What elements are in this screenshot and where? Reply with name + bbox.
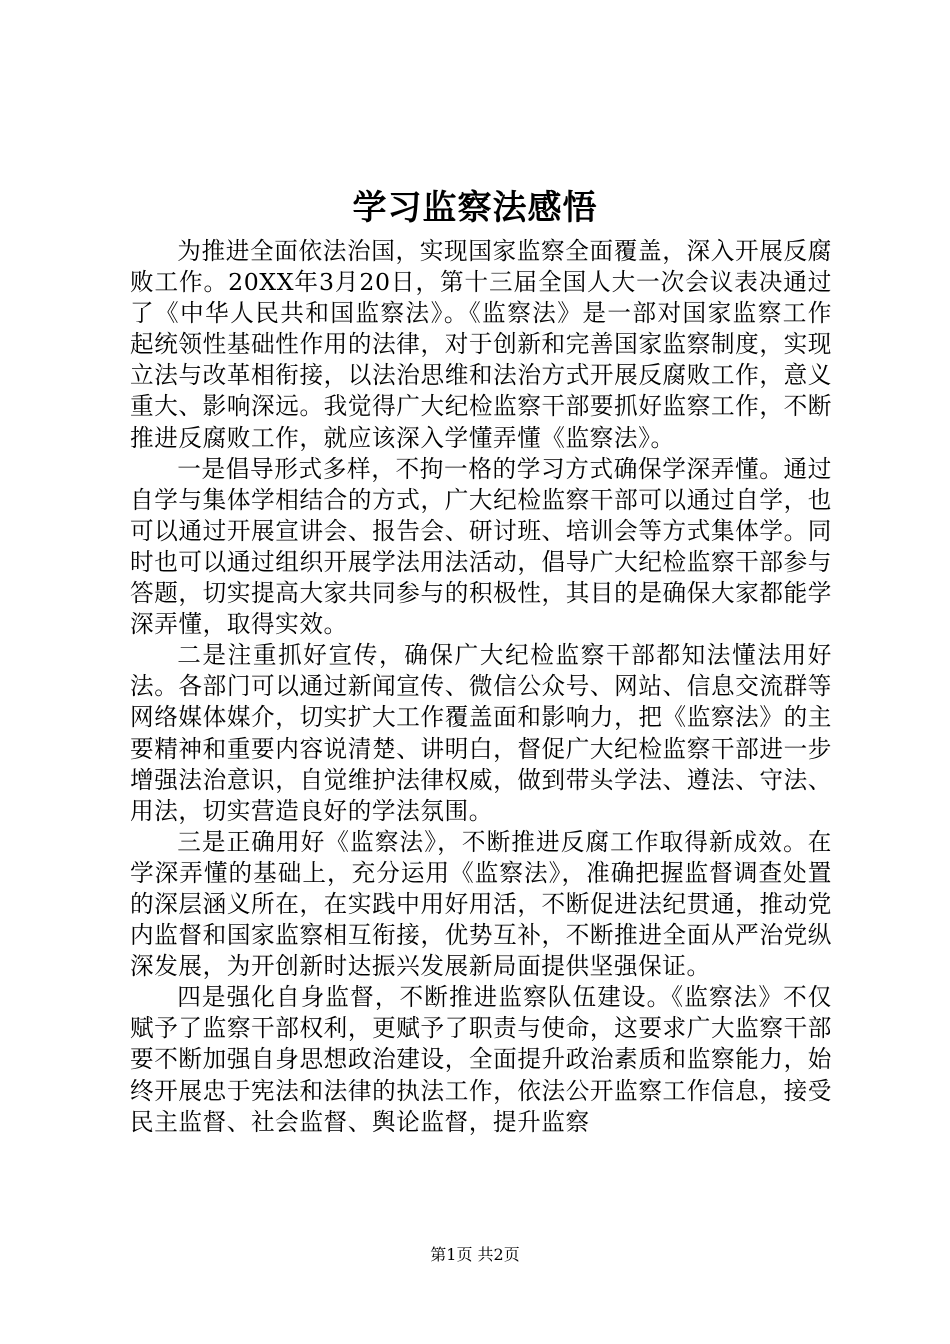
paragraph-intro: 为推进全面依法治国，实现国家监察全面覆盖，深入开展反腐败工作。20XX年3月20日，第十三届全国人大一次会议表决通过了《中华人民共和国监察法》。《监察法》是一部对国家监察工作起统领性基础性作用的法律，对于创新和完善国家监察制度，实现立法与改革相衔接，以法治思维和法治方式开展反腐败工作，意义重大、影响深远。我觉得广大纪检监察干部要抓好监察工作，不断推进反腐败工作，就应该深入学懂弄懂《监察法》。 bbox=[130, 237, 832, 452]
paragraph-point-two: 二是注重抓好宣传，确保广大纪检监察干部都知法懂法用好法。各部门可以通过新闻宣传、微信公众号、网站、信息交流群等网络媒体媒介，切实扩大工作覆盖面和影响力，把《监察法》的主要精神和重要内容说清楚、讲明白，督促广大纪检监察干部进一步增强法治意识，自觉维护法律权威，做到带头学法、遵法、守法、用法，切实营造良好的学法氛围。 bbox=[130, 641, 832, 825]
document-title: 学习监察法感悟 bbox=[352, 188, 598, 228]
paragraph-point-three: 三是正确用好《监察法》，不断推进反腐工作取得新成效。在学深弄懂的基础上，充分运用《监察法》，准确把握监督调查处置的深层涵义所在，在实践中用好用活，不断促进法纪贯通，推动党内监督和国家监察相互衔接，优势互补，不断推进全面从严治党纵深发展，为开创新时达振兴发展新局面提供坚强保证。 bbox=[130, 827, 832, 981]
paragraph-point-four: 四是强化自身监督，不断推进监察队伍建设。《监察法》不仅赋予了监察干部权利，更赋予了职责与使命，这要求广大监察干部要不断加强自身思想政治建设，全面提升政治素质和监察能力，始终开展忠于宪法和法律的执法工作，依法公开监察工作信息，接受民主监督、社会监督、舆论监督，提升监察 bbox=[130, 983, 832, 1136]
page-number-footer: 第1页 共2页 bbox=[430, 1245, 520, 1264]
document-body bbox=[130, 236, 832, 1138]
paragraph-point-one: 一是倡导形式多样，不拘一格的学习方式确保学深弄懂。通过自学与集体学相结合的方式，广大纪检监察干部可以通过自学，也可以通过开展宣讲会、报告会、研讨班、培训会等方式集体学。同时也可以通过组织开展学法用法活动，倡导广大纪检监察干部参与答题，切实提高大家共同参与的积极性，其目的是确保大家都能学深弄懂，取得实效。 bbox=[130, 454, 832, 639]
